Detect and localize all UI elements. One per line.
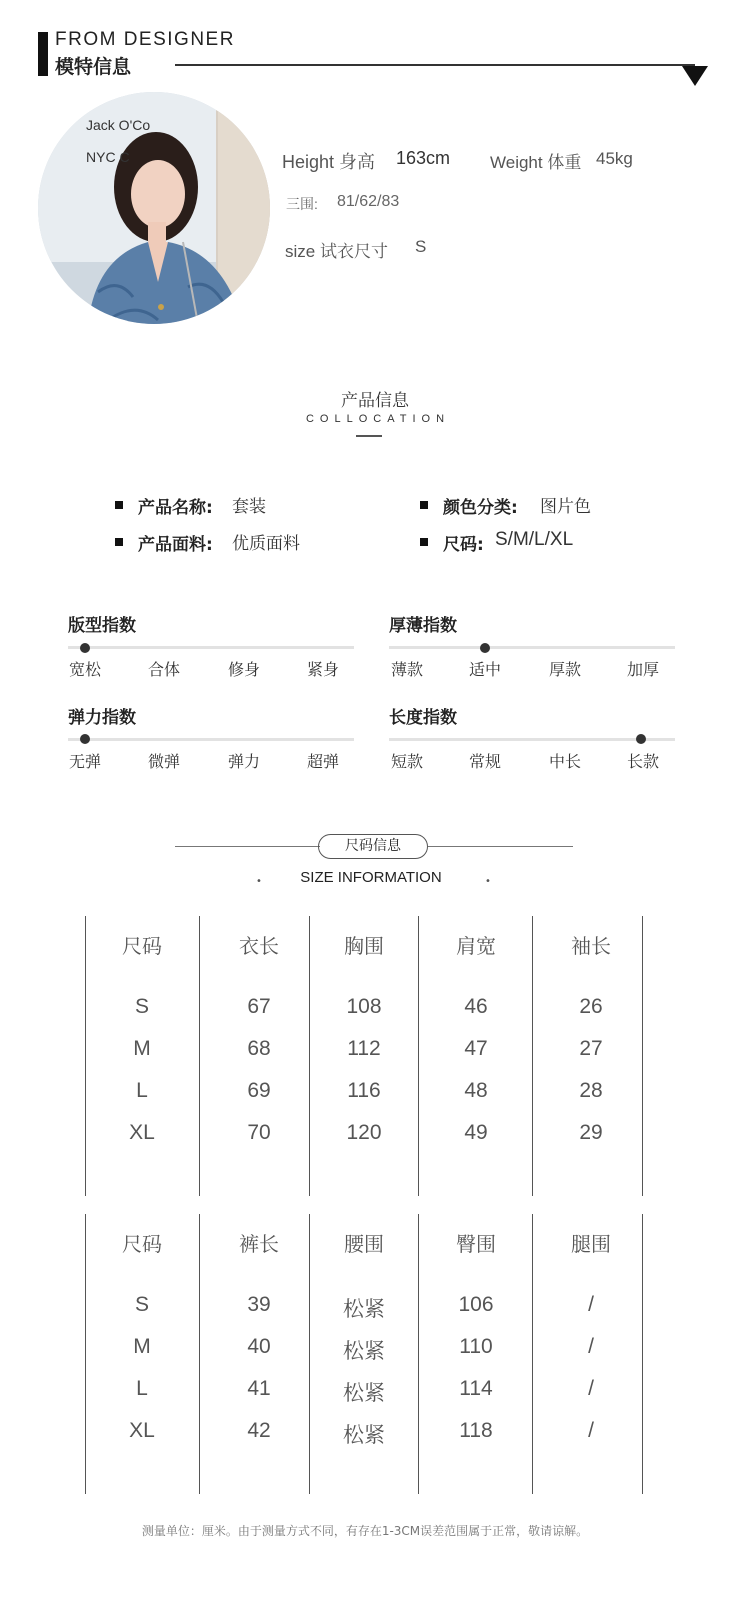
bottom-data-cell: XL bbox=[129, 1419, 155, 1442]
top-data-cell: 29 bbox=[579, 1121, 603, 1144]
triangle-down-icon bbox=[682, 66, 708, 86]
photo-sign-text-1: Jack O'Co bbox=[86, 117, 151, 133]
table-divider bbox=[199, 916, 200, 1196]
bullet-icon bbox=[115, 501, 123, 509]
measurements-label: 三围: bbox=[286, 196, 318, 212]
fabric-label: 产品面料: bbox=[138, 535, 213, 555]
fit-option: 宽松 bbox=[68, 660, 101, 679]
top-data-cell: 48 bbox=[464, 1079, 488, 1102]
top-header-cell: 胸围 bbox=[344, 934, 384, 958]
weight-label: Weight 体重 bbox=[490, 153, 582, 172]
bottom-data-cell: 106 bbox=[458, 1293, 494, 1316]
bottom-data-cell: M bbox=[133, 1335, 151, 1358]
bottom-header-cell: 腿围 bbox=[571, 1232, 611, 1256]
top-data-cell: L bbox=[136, 1079, 148, 1102]
bottom-data-cell: L bbox=[136, 1377, 148, 1400]
bottom-data-cell: 114 bbox=[459, 1377, 493, 1400]
size-title-left-line bbox=[175, 846, 320, 847]
table-divider bbox=[532, 1214, 533, 1494]
thickness-option: 厚款 bbox=[548, 660, 581, 679]
size-label: 尺码: bbox=[443, 535, 484, 555]
fit-index-marker bbox=[80, 643, 90, 653]
bottom-header-cell: 裤长 bbox=[239, 1232, 279, 1256]
header-title-en: FROM DESIGNER bbox=[55, 29, 235, 50]
size-info-subtitle: SIZE INFORMATION bbox=[300, 869, 442, 886]
fit-option: 修身 bbox=[227, 660, 260, 679]
bottom-data-cell: / bbox=[588, 1419, 594, 1442]
dot-icon: • bbox=[485, 876, 491, 887]
thickness-index-title: 厚薄指数 bbox=[389, 616, 457, 636]
bottom-data-cell: / bbox=[588, 1293, 594, 1316]
length-index-marker bbox=[636, 734, 646, 744]
bullet-icon bbox=[420, 538, 428, 546]
product-name-value: 套装 bbox=[232, 497, 266, 517]
length-option: 中长 bbox=[548, 752, 581, 771]
bottom-data-cell: 118 bbox=[459, 1419, 493, 1442]
top-data-cell: 108 bbox=[346, 995, 382, 1018]
elasticity-option: 弹力 bbox=[227, 752, 260, 771]
top-data-cell: 70 bbox=[247, 1121, 271, 1144]
top-data-cell: 26 bbox=[579, 995, 603, 1018]
elasticity-option: 超弹 bbox=[306, 752, 339, 771]
bottom-data-cell: / bbox=[588, 1377, 594, 1400]
top-data-cell: XL bbox=[129, 1121, 155, 1144]
top-header-cell: 衣长 bbox=[239, 934, 279, 958]
top-data-cell: 27 bbox=[579, 1037, 603, 1060]
product-info-underline bbox=[356, 435, 382, 437]
bottom-data-cell: / bbox=[588, 1335, 594, 1358]
bottom-data-cell: 41 bbox=[247, 1377, 271, 1400]
header-title-cn: 模特信息 bbox=[55, 56, 132, 78]
top-header-cell: 肩宽 bbox=[456, 934, 496, 958]
color-value: 图片色 bbox=[540, 497, 591, 517]
dot-icon: • bbox=[256, 876, 262, 887]
elasticity-option: 无弹 bbox=[68, 752, 101, 771]
bottom-data-cell: S bbox=[134, 1293, 149, 1316]
size-info-title: 尺码信息 bbox=[318, 834, 428, 859]
fit-index-title: 版型指数 bbox=[68, 616, 136, 636]
try-size-label: size 试衣尺寸 bbox=[285, 242, 388, 261]
top-data-cell: 49 bbox=[464, 1121, 488, 1144]
table-divider bbox=[418, 916, 419, 1196]
top-data-cell: 47 bbox=[464, 1037, 488, 1060]
bullet-icon bbox=[420, 501, 428, 509]
top-data-cell: M bbox=[133, 1037, 151, 1060]
top-data-cell: 120 bbox=[346, 1121, 382, 1144]
length-option: 长款 bbox=[626, 752, 659, 771]
thickness-index-track bbox=[389, 646, 675, 649]
top-data-cell: S bbox=[134, 995, 149, 1018]
top-data-cell: 68 bbox=[247, 1037, 271, 1060]
bottom-data-cell: 松紧 bbox=[343, 1424, 385, 1447]
length-option: 常规 bbox=[468, 752, 501, 771]
elasticity-index-title: 弹力指数 bbox=[68, 708, 136, 728]
measurement-footnote: 测量单位：厘米。由于测量方式不同，有存在1-3CM误差范围属于正常，敬请谅解。 bbox=[141, 1524, 589, 1538]
product-name-label: 产品名称: bbox=[138, 498, 213, 518]
bottom-header-cell: 腰围 bbox=[344, 1232, 384, 1256]
table-divider bbox=[199, 1214, 200, 1494]
fit-option: 紧身 bbox=[306, 660, 339, 679]
elasticity-option: 微弹 bbox=[147, 752, 180, 771]
size-value: S/M/L/XL bbox=[495, 529, 574, 550]
table-divider bbox=[642, 1214, 643, 1494]
product-info-subtitle: COLLOCATION bbox=[305, 413, 451, 425]
bottom-data-cell: 松紧 bbox=[343, 1340, 385, 1363]
table-divider bbox=[309, 1214, 310, 1494]
length-index-track bbox=[389, 738, 675, 741]
length-option: 短款 bbox=[390, 752, 423, 771]
table-divider bbox=[85, 916, 86, 1196]
height-value: 163cm bbox=[396, 148, 451, 168]
top-data-cell: 69 bbox=[247, 1079, 271, 1102]
elasticity-index-marker bbox=[80, 734, 90, 744]
top-header-cell: 袖长 bbox=[571, 934, 611, 958]
top-data-cell: 46 bbox=[464, 995, 488, 1018]
bullet-icon bbox=[115, 538, 123, 546]
product-info-title: 产品信息 bbox=[341, 391, 409, 411]
fit-option: 合体 bbox=[147, 660, 180, 679]
bottom-data-cell: 40 bbox=[247, 1335, 271, 1358]
bottom-data-cell: 110 bbox=[459, 1335, 493, 1358]
header-divider bbox=[175, 64, 695, 66]
bottom-data-cell: 39 bbox=[247, 1293, 271, 1316]
header-accent-bar bbox=[38, 32, 48, 76]
length-index-title: 长度指数 bbox=[389, 708, 457, 728]
size-title-right-line bbox=[428, 846, 573, 847]
top-data-cell: 116 bbox=[347, 1079, 381, 1102]
bottom-header-cell: 尺码 bbox=[122, 1232, 162, 1256]
table-divider bbox=[309, 916, 310, 1196]
fabric-value: 优质面料 bbox=[232, 534, 300, 554]
top-data-cell: 28 bbox=[579, 1079, 603, 1102]
thickness-option: 适中 bbox=[468, 660, 501, 679]
thickness-index-marker bbox=[480, 643, 490, 653]
color-label: 颜色分类: bbox=[443, 498, 518, 518]
table-divider bbox=[642, 916, 643, 1196]
weight-value: 45kg bbox=[596, 149, 633, 168]
bottom-header-cell: 臀围 bbox=[456, 1232, 496, 1256]
top-data-cell: 112 bbox=[347, 1037, 381, 1060]
photo-sign-text-2: NYC C bbox=[86, 149, 130, 165]
bottom-data-cell: 42 bbox=[247, 1419, 271, 1442]
top-header-cell: 尺码 bbox=[122, 934, 162, 958]
top-data-cell: 67 bbox=[247, 995, 271, 1018]
try-size-value: S bbox=[415, 237, 427, 256]
bottom-data-cell: 松紧 bbox=[343, 1298, 385, 1321]
thickness-option: 薄款 bbox=[390, 660, 423, 679]
table-divider bbox=[85, 1214, 86, 1494]
height-label: Height 身高 bbox=[282, 152, 376, 172]
bottom-data-cell: 松紧 bbox=[343, 1382, 385, 1405]
table-divider bbox=[532, 916, 533, 1196]
thickness-option: 加厚 bbox=[626, 660, 659, 679]
elasticity-index-track bbox=[68, 738, 354, 741]
measurements-value: 81/62/83 bbox=[337, 193, 400, 210]
fit-index-track bbox=[68, 646, 354, 649]
model-photo bbox=[38, 92, 270, 324]
table-divider bbox=[418, 1214, 419, 1494]
